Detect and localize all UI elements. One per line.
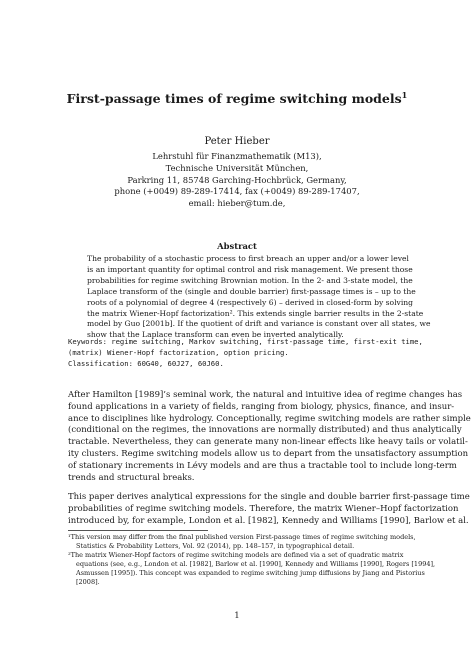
keywords-line: (matrix) Wiener-Hopf factorization, option pricing. [68,348,289,357]
footnote-line: ²The matrix Wiener-Hopf factors of regime switching models are defined via a set of quadratic matrix [68,550,404,559]
footnote-divider [68,530,208,531]
affiliation-line: Technische Universität München, [165,162,309,173]
classification-line: Classification: 60G40, 60J27, 60J60. [68,359,224,368]
abstract-line: roots of a polynomial of degree 4 (respectively 6) – derived in closed-form by solving [87,297,414,307]
title-footnote-mark: 1 [401,89,408,100]
footnote-line: ¹This version may differ from the final published version First-passage times of regime switching models, [68,533,416,541]
intro-paragraph-1 [68,390,471,484]
affiliation-line: Parkring 11, 85748 Garching-Hochbrück, Germany, [127,174,347,185]
body-line: found applications in a variety of fields, ranging from biology, physics, finance, and insur- [68,401,455,412]
author-name: Peter Hieber [204,136,270,147]
keywords-line: Keywords: regime switching, Markov switching, first-passage time, first-exit time, [68,337,423,346]
affiliation-line: phone (+0049) 89-289-17414, fax (+0049) 89-289-17407, [114,186,360,197]
affiliation-email: email: hieber@tum.de, [188,198,286,209]
footnote-line: Statistics & Probability Letters, Vol. 92 (2014), pp. 148–157, in typographical detail. [76,541,355,550]
body-line: After Hamilton [1989]’s seminal work, the natural and intuitive idea of regime changes has [68,390,463,400]
abstract-line: the matrix Wiener-Hopf factorization². This extends single barrier results in the 2-state [87,308,424,318]
footnotes [68,533,436,586]
body-line: (conditional on the regimes, the innovations are normally distributed) and thus analytically [68,425,462,436]
body-line: of stationary increments in Lévy models and are thus a tractable tool to include long-term [68,460,457,471]
body-line: tractable. Nevertheless, they can generate many non-linear effects like heavy tails or volatil- [68,437,468,448]
footnote-line: [2008]. [76,577,100,586]
keywords-block [68,336,423,369]
abstract-line: model by Guo [2001b]. If the quotient of drift and variance is constant over all states, we [87,319,431,329]
footnote-line: Asmussen [1995]). This concept was expanded to regime switching jump diffusions by Jiang and Pistorius [76,568,425,577]
abstract-heading: Abstract [217,241,257,251]
body-line: introduced by, for example, London et al. [1982], Kennedy and Williams [1990], Barlow et al. [68,515,469,526]
body-line: ity clusters. Regime switching models allow us to depart from the unsatisfactory assumption [68,448,469,459]
abstract-line: is an important quantity for optimal control and risk management. We present those [87,264,413,274]
abstract-line: probabilities for regime switching Brownian motion. In the 2- and 3-state model, the [87,275,413,285]
body-line: This paper derives analytical expressions for the single and double barrier first-passage time [68,492,470,502]
paper-title: First-passage times of regime switching models$^1$ [66,89,408,106]
body-line: trends and structural breaks. [68,472,195,483]
page-number: 1 [234,611,240,621]
abstract-body [87,254,431,341]
abstract-line: Laplace transform of the (single and double barrier) first-passage times is – up to the [87,286,416,296]
abstract-line: The probability of a stochastic process to first breach an upper and/or a lower level [87,254,409,263]
abstract-line: show that the Laplace transform can even be inverted analytically. [87,330,344,340]
body-line: ance to disciplines like hydrology. Conceptionally, regime switching models are rather simple [68,413,471,424]
affiliation-line: Lehrstuhl für Finanzmathematik (M13), [152,151,322,161]
author-affiliation [0,151,474,210]
body-line: probabilities of regime switching models. Therefore, the matrix Wiener–Hopf factorization [68,503,459,514]
intro-paragraph-2 [68,492,470,527]
footnote-line: equations (see, e.g., London et al. [1982], Barlow et al. [1990], Kennedy and Williams [1990], Rogers [1994], [76,559,436,568]
